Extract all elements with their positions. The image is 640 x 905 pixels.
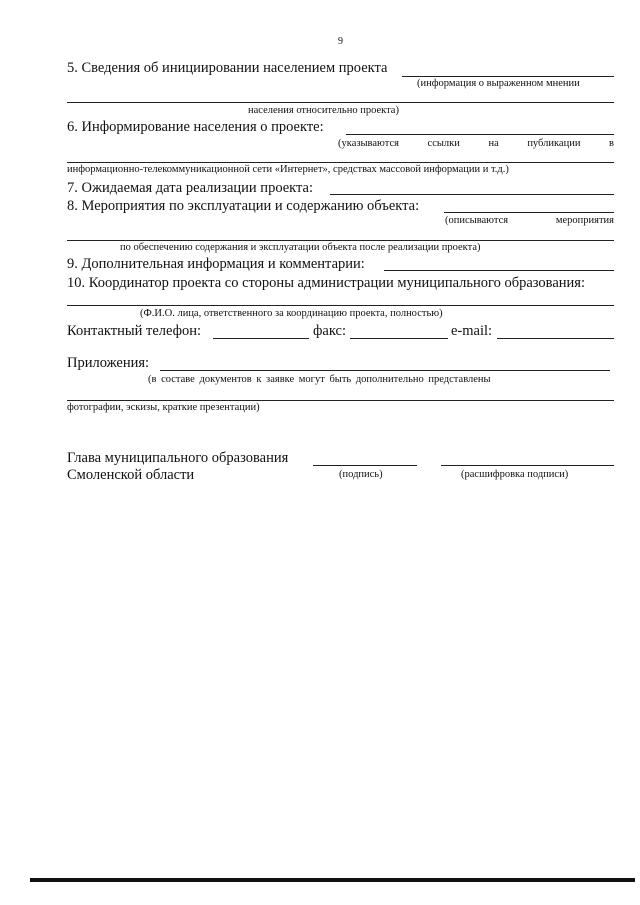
item-8-note-b: по обеспечению содержания и эксплуатации объекта после реализации проекта) bbox=[120, 242, 481, 253]
email-field[interactable] bbox=[497, 338, 614, 339]
page-number: 9 bbox=[338, 36, 343, 47]
attachments-note-a: (в составе документов к заявке могут быть дополнительно представлены bbox=[148, 374, 491, 385]
attachments-note-b: фотографии, эскизы, краткие презентации) bbox=[67, 402, 260, 413]
item-5-note-b: населения относительно проекта) bbox=[248, 105, 399, 116]
item-6-note-a bbox=[338, 138, 614, 149]
signature-caption: (подпись) bbox=[339, 469, 383, 480]
note-word: ссылки bbox=[427, 138, 460, 149]
item-6-field-2[interactable] bbox=[67, 162, 614, 163]
note-word: мероприятия bbox=[555, 215, 614, 226]
item-5-note-a: (информация о выраженном мнении bbox=[417, 78, 580, 89]
item-9-label: 9. Дополнительная информация и комментарии: bbox=[67, 256, 365, 272]
item-8-field-2[interactable] bbox=[67, 240, 614, 241]
note-word: публикации bbox=[527, 138, 581, 149]
email-label: e-mail: bbox=[451, 323, 493, 339]
signature-decode-caption: (расшифровка подписи) bbox=[461, 469, 569, 480]
item-8-note-a bbox=[445, 215, 614, 226]
item-10-field[interactable] bbox=[67, 305, 614, 306]
item-6-field[interactable] bbox=[346, 134, 614, 135]
phone-field[interactable] bbox=[213, 338, 309, 339]
item-6-label: 6. Информирование населения о проекте: bbox=[67, 119, 324, 135]
signature-decode-field[interactable] bbox=[441, 465, 614, 466]
signatory-title-line1: Глава муниципального образования bbox=[67, 450, 289, 466]
signature-field[interactable] bbox=[313, 465, 417, 466]
fax-field[interactable] bbox=[350, 338, 448, 339]
scan-bottom-border bbox=[30, 878, 635, 882]
note-word: на bbox=[488, 138, 499, 149]
item-6-note-b: информационно-телекоммуникационной сети «Интернет», средствах массовой информации и т.д.) bbox=[67, 164, 509, 175]
item-10-note: (Ф.И.О. лица, ответственного за координацию проекта, полностью) bbox=[140, 308, 443, 319]
item-5-field-2[interactable] bbox=[67, 102, 614, 103]
item-5-field[interactable] bbox=[402, 76, 614, 77]
fax-label: факс: bbox=[313, 323, 346, 339]
attachments-field[interactable] bbox=[160, 370, 610, 371]
note-word: (указываются bbox=[338, 138, 399, 149]
item-7-label: 7. Ожидаемая дата реализации проекта: bbox=[67, 180, 314, 196]
item-8-field[interactable] bbox=[444, 212, 614, 213]
note-word: (описываются bbox=[445, 215, 509, 226]
item-9-field[interactable] bbox=[384, 270, 614, 271]
phone-label: Контактный телефон: bbox=[67, 323, 202, 339]
note-word: в bbox=[609, 138, 614, 149]
item-7-field[interactable] bbox=[330, 194, 614, 195]
item-8-label: 8. Мероприятия по эксплуатации и содержанию объекта: bbox=[67, 198, 420, 214]
attachments-label: Приложения: bbox=[67, 355, 150, 371]
signatory-title-line2: Смоленской области bbox=[67, 467, 195, 483]
item-10-label: 10. Координатор проекта со стороны администрации муниципального образования: bbox=[67, 275, 585, 291]
attachments-field-2[interactable] bbox=[67, 400, 614, 401]
item-5-label: 5. Сведения об инициировании населением проекта bbox=[67, 60, 388, 76]
